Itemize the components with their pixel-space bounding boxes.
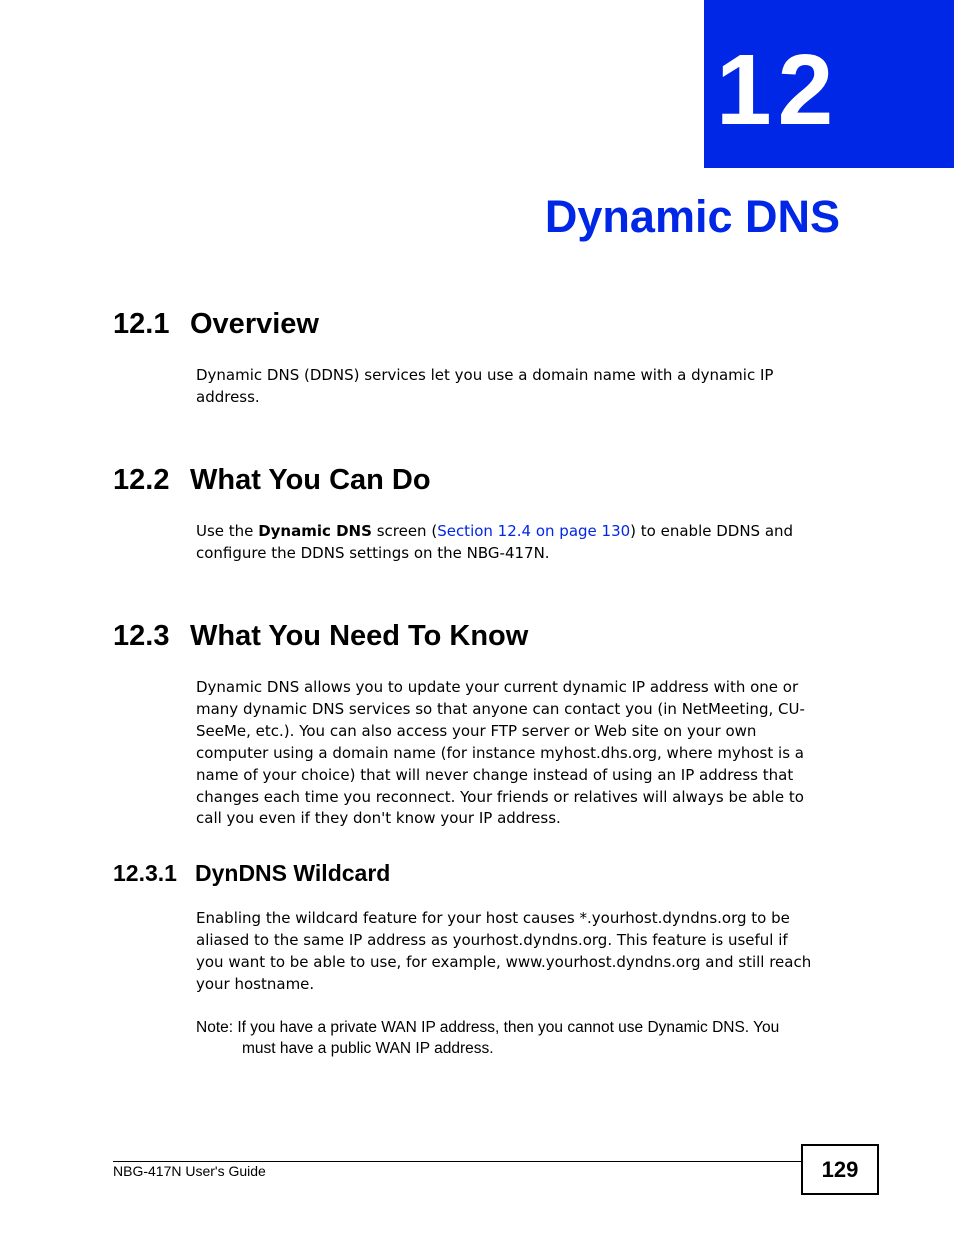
text-run: screen ( xyxy=(371,522,438,540)
note xyxy=(196,1018,856,1059)
paragraph-line: Dynamic DNS (DDNS) services let you use a domain name with a dynamic IP xyxy=(196,366,774,384)
section-number: 12.2 xyxy=(113,464,170,496)
section-heading-overview xyxy=(113,309,319,341)
subsection-title: DynDNS Wildcard xyxy=(195,860,391,886)
page-number-box xyxy=(801,1144,879,1195)
page-number: 129 xyxy=(821,1156,859,1182)
section-title: What You Need To Know xyxy=(190,620,529,652)
paragraph-line: call you even if they don't know your IP address. xyxy=(196,809,561,828)
dyndns-wildcard-paragraph xyxy=(196,908,842,996)
paragraph-line: aliased to the same IP address as yourhost.dyndns.org. This feature is useful if xyxy=(196,930,788,949)
section-title: What You Can Do xyxy=(190,464,431,496)
paragraph-line: computer using a domain name (for instance myhost.dhs.org, where myhost is a xyxy=(196,743,804,762)
what-you-need-to-know-paragraph xyxy=(196,677,842,830)
section-link[interactable]: Section 12.4 on page 130 xyxy=(437,522,631,540)
footer-guide-title: NBG-417N User's Guide xyxy=(113,1163,266,1179)
section-number: 12.1 xyxy=(113,308,170,340)
note-line: Note: If you have a private WAN IP address, then you cannot use Dynamic DNS. You xyxy=(196,1019,780,1036)
section-heading-what-you-can-do xyxy=(113,465,431,497)
paragraph-line: address. xyxy=(196,387,260,406)
section-number: 12.3 xyxy=(113,620,170,652)
paragraph-line: Dynamic DNS allows you to update your current dynamic IP address with one or xyxy=(196,678,799,696)
chapter-title: Dynamic DNS xyxy=(544,191,840,242)
overview-paragraph xyxy=(196,365,842,409)
paragraph-line: many dynamic DNS services so that anyone can contact you (in NetMeeting, CU- xyxy=(196,699,805,718)
paragraph-line: configure the DDNS settings on the NBG-417N. xyxy=(196,543,550,562)
note-line: must have a public WAN IP address. xyxy=(242,1039,494,1057)
subsection-heading-dyndns-wildcard xyxy=(113,861,390,886)
subsection-number: 12.3.1 xyxy=(113,860,177,886)
paragraph-line: changes each time you reconnect. Your friends or relatives will always be able to xyxy=(196,787,804,806)
what-you-can-do-paragraph xyxy=(196,521,842,565)
paragraph-line: Enabling the wildcard feature for your host causes *.yourhost.dyndns.org to be xyxy=(196,909,790,927)
chapter-number: 12 xyxy=(716,34,840,146)
paragraph-line xyxy=(196,521,842,543)
paragraph-line: your hostname. xyxy=(196,974,315,993)
section-title: Overview xyxy=(190,308,319,340)
section-heading-what-you-need-to-know xyxy=(113,621,528,653)
paragraph-line: you want to be able to use, for example, www.yourhost.dyndns.org and still reach xyxy=(196,952,812,971)
dynamic-dns-screen-name: Dynamic DNS xyxy=(258,522,372,540)
text-run: ) to enable DDNS and xyxy=(630,522,794,540)
paragraph-line: name of your choice) that will never change instead of using an IP address that xyxy=(196,765,794,784)
text-run: Use the xyxy=(196,522,259,540)
paragraph-line: SeeMe, etc.). You can also access your FTP server or Web site on your own xyxy=(196,721,757,740)
